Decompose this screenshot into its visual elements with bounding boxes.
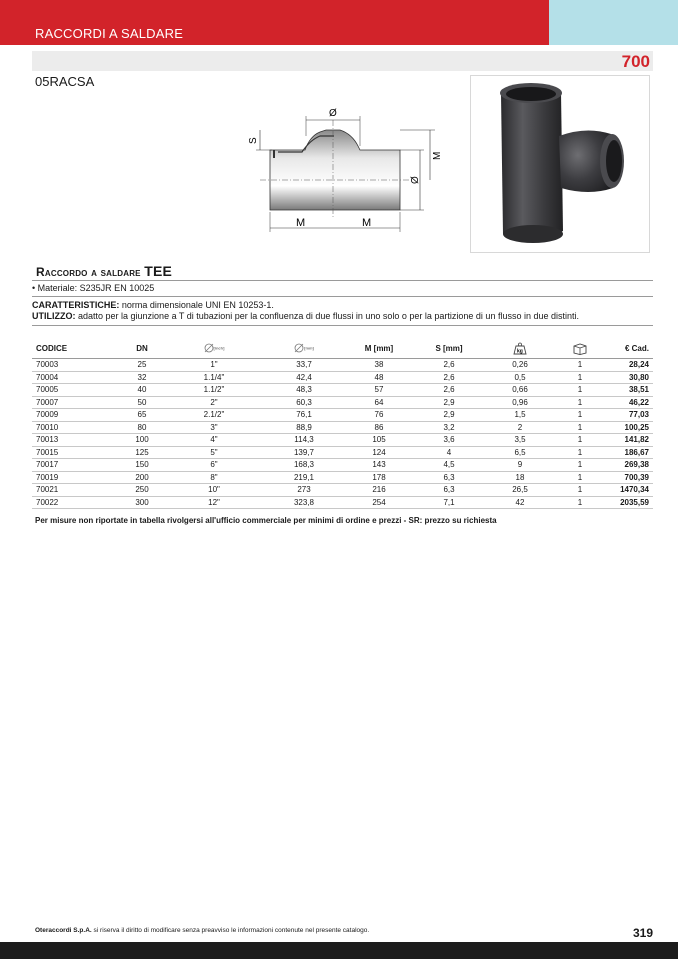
- col-header-price: € Cad.: [604, 338, 653, 359]
- cell-codice: 70005: [32, 384, 120, 397]
- usage-text: adatto per la giunzione a T di tubazioni per la confluenza di due flussi in uno solo o per la partizione di un flusso in due distinti.: [75, 311, 579, 321]
- cell-codice: 70013: [32, 434, 120, 447]
- cell-phi-inch: 1.1/4": [164, 371, 264, 384]
- table-header-row: [32, 338, 653, 359]
- cell-weight: 3,5: [484, 434, 556, 447]
- cell-m: 76: [344, 409, 414, 422]
- cell-phi-mm: 219,1: [264, 471, 344, 484]
- cell-phi-inch: 1": [164, 359, 264, 372]
- cell-m: 178: [344, 471, 414, 484]
- features-text: norma dimensionale UNI EN 10253-1.: [119, 300, 274, 310]
- cell-weight: 0,96: [484, 396, 556, 409]
- page-number: 319: [632, 926, 653, 940]
- cell-phi-inch: 12": [164, 496, 264, 509]
- col-header-phi-inch: [164, 338, 264, 359]
- cell-phi-inch: 2": [164, 396, 264, 409]
- cell-price: 700,39: [604, 471, 653, 484]
- usage-line: [32, 311, 579, 322]
- col-header-s: S [mm]: [414, 338, 484, 359]
- footer-disclaimer-text: si riserva il diritto di modificare senza preavviso le informazioni contenute nel presente catalogo.: [91, 927, 370, 934]
- cell-weight: 1,5: [484, 409, 556, 422]
- col-header-codice: CODICE: [32, 338, 120, 359]
- cell-dn: 50: [120, 396, 164, 409]
- cell-package: 1: [556, 496, 604, 509]
- cell-codice: 70009: [32, 409, 120, 422]
- diameter-icon: [294, 343, 304, 353]
- footer-bar: [0, 942, 678, 959]
- phi-mm-unit: [mm]: [304, 345, 314, 351]
- cell-price: 30,80: [604, 371, 653, 384]
- table-row: [32, 434, 653, 447]
- cell-price: 269,38: [604, 459, 653, 472]
- table-row: [32, 409, 653, 422]
- header-accent-bar: [549, 0, 678, 45]
- cell-dn: 65: [120, 409, 164, 422]
- cell-codice: 70010: [32, 421, 120, 434]
- cell-package: 1: [556, 371, 604, 384]
- cell-m: 216: [344, 484, 414, 497]
- dim-s: S: [248, 137, 259, 144]
- table-row: [32, 446, 653, 459]
- cell-m: 86: [344, 421, 414, 434]
- cell-codice: 70021: [32, 484, 120, 497]
- cell-m: 143: [344, 459, 414, 472]
- cell-dn: 32: [120, 371, 164, 384]
- phi-inch-unit: [inch]: [213, 345, 225, 351]
- cell-codice: 70007: [32, 396, 120, 409]
- spec-table-body: [32, 359, 653, 509]
- material-line: • Materiale: S235JR EN 10025: [32, 283, 155, 293]
- footer-company: Oteraccordi S.p.A.: [35, 927, 92, 934]
- cell-s: 2,6: [414, 384, 484, 397]
- col-header-package: [556, 338, 604, 359]
- product-description: [32, 300, 579, 322]
- cell-price: 46,22: [604, 396, 653, 409]
- cell-m: 124: [344, 446, 414, 459]
- cell-m: 48: [344, 371, 414, 384]
- cell-s: 6,3: [414, 471, 484, 484]
- cell-price: 77,03: [604, 409, 653, 422]
- product-photo-frame: [470, 75, 650, 253]
- col-header-m: M [mm]: [344, 338, 414, 359]
- cell-codice: 70004: [32, 371, 120, 384]
- cell-package: 1: [556, 471, 604, 484]
- usage-label: UTILIZZO:: [32, 311, 76, 321]
- table-row: [32, 471, 653, 484]
- cell-package: 1: [556, 359, 604, 372]
- code-band: [32, 51, 653, 71]
- col-header-phi-mm: [264, 338, 344, 359]
- cell-dn: 125: [120, 446, 164, 459]
- table-row: [32, 371, 653, 384]
- cell-phi-inch: 8": [164, 471, 264, 484]
- svg-text:kg: kg: [517, 348, 523, 354]
- cell-s: 4: [414, 446, 484, 459]
- cell-dn: 150: [120, 459, 164, 472]
- dim-phi-side: Ø: [410, 176, 421, 184]
- cell-s: 2,9: [414, 409, 484, 422]
- cell-price: 2035,59: [604, 496, 653, 509]
- cell-s: 7,1: [414, 496, 484, 509]
- cell-s: 3,2: [414, 421, 484, 434]
- cell-m: 254: [344, 496, 414, 509]
- cell-price: 38,51: [604, 384, 653, 397]
- cell-dn: 25: [120, 359, 164, 372]
- cell-package: 1: [556, 446, 604, 459]
- cell-m: 38: [344, 359, 414, 372]
- cell-phi-mm: 88,9: [264, 421, 344, 434]
- cell-phi-inch: 10": [164, 484, 264, 497]
- cell-phi-mm: 33,7: [264, 359, 344, 372]
- cell-phi-inch: 2.1/2": [164, 409, 264, 422]
- spec-table: [32, 338, 653, 509]
- cell-dn: 40: [120, 384, 164, 397]
- cell-phi-mm: 139,7: [264, 446, 344, 459]
- cell-codice: 70022: [32, 496, 120, 509]
- cell-dn: 80: [120, 421, 164, 434]
- cell-s: 2,6: [414, 371, 484, 384]
- dim-m-bottom-right: M: [362, 217, 372, 229]
- cell-m: 105: [344, 434, 414, 447]
- table-row: [32, 359, 653, 372]
- cell-price: 1470,34: [604, 484, 653, 497]
- table-row: [32, 384, 653, 397]
- cell-phi-inch: 1.1/2": [164, 384, 264, 397]
- col-header-weight: [484, 338, 556, 359]
- kg-weight-icon: [513, 342, 527, 355]
- cell-weight: 42: [484, 496, 556, 509]
- dim-m-bottom-left: M: [296, 217, 306, 229]
- cell-price: 100,25: [604, 421, 653, 434]
- cell-codice: 70017: [32, 459, 120, 472]
- cell-phi-mm: 168,3: [264, 459, 344, 472]
- cell-dn: 200: [120, 471, 164, 484]
- divider: [32, 280, 653, 281]
- divider: [32, 325, 653, 326]
- cell-phi-inch: 6": [164, 459, 264, 472]
- article-code: 05RACSA: [35, 74, 95, 89]
- cell-m: 57: [344, 384, 414, 397]
- cell-price: 141,82: [604, 434, 653, 447]
- cell-phi-mm: 323,8: [264, 496, 344, 509]
- cell-phi-inch: 5": [164, 446, 264, 459]
- footer-disclaimer: [35, 927, 369, 934]
- cell-package: 1: [556, 459, 604, 472]
- product-title-main: TEE: [144, 263, 173, 279]
- cell-s: 4,5: [414, 459, 484, 472]
- cell-s: 3,6: [414, 434, 484, 447]
- cell-package: 1: [556, 396, 604, 409]
- cell-weight: 0,26: [484, 359, 556, 372]
- table-row: [32, 459, 653, 472]
- cell-package: 1: [556, 434, 604, 447]
- cell-weight: 0,5: [484, 371, 556, 384]
- cell-package: 1: [556, 409, 604, 422]
- cell-phi-mm: 114,3: [264, 434, 344, 447]
- cell-weight: 2: [484, 421, 556, 434]
- cell-dn: 300: [120, 496, 164, 509]
- technical-drawing: [240, 100, 450, 235]
- table-row: [32, 421, 653, 434]
- cell-phi-mm: 76,1: [264, 409, 344, 422]
- cell-dn: 100: [120, 434, 164, 447]
- footnote: Per misure non riportate in tabella rivolgersi all'ufficio commerciale per minimi di ordine e prezzi - SR: prezzo su richiesta: [35, 516, 497, 525]
- cell-codice: 70019: [32, 471, 120, 484]
- cell-weight: 9: [484, 459, 556, 472]
- cell-package: 1: [556, 421, 604, 434]
- divider: [32, 296, 653, 297]
- cell-codice: 70003: [32, 359, 120, 372]
- cell-s: 6,3: [414, 484, 484, 497]
- cell-weight: 6,5: [484, 446, 556, 459]
- col-header-dn: DN: [120, 338, 164, 359]
- cell-phi-mm: 42,4: [264, 371, 344, 384]
- cell-m: 64: [344, 396, 414, 409]
- cell-phi-mm: 48,3: [264, 384, 344, 397]
- table-row: [32, 396, 653, 409]
- cell-price: 186,67: [604, 446, 653, 459]
- table-row: [32, 496, 653, 509]
- features-line: [32, 300, 579, 311]
- section-title: RACCORDI A SALDARE: [35, 26, 184, 41]
- cell-phi-inch: 4": [164, 434, 264, 447]
- product-title: [36, 263, 172, 279]
- cell-s: 2,9: [414, 396, 484, 409]
- cell-price: 28,24: [604, 359, 653, 372]
- table-row: [32, 484, 653, 497]
- tee-fitting-image: [471, 76, 649, 252]
- cell-s: 2,6: [414, 359, 484, 372]
- cell-package: 1: [556, 384, 604, 397]
- cell-package: 1: [556, 484, 604, 497]
- cell-phi-mm: 273: [264, 484, 344, 497]
- cell-dn: 250: [120, 484, 164, 497]
- product-title-prefix: Raccordo a saldare: [36, 265, 141, 279]
- diameter-icon: [204, 343, 214, 353]
- features-label: CARATTERISTICHE:: [32, 300, 120, 310]
- cell-phi-inch: 3": [164, 421, 264, 434]
- cell-codice: 70015: [32, 446, 120, 459]
- package-box-icon: [572, 342, 588, 355]
- dim-m-side: M: [432, 151, 443, 160]
- cell-weight: 18: [484, 471, 556, 484]
- dim-phi-top: Ø: [329, 108, 337, 119]
- cell-weight: 0,66: [484, 384, 556, 397]
- cell-weight: 26,5: [484, 484, 556, 497]
- category-code: 700: [621, 52, 650, 71]
- cell-phi-mm: 60,3: [264, 396, 344, 409]
